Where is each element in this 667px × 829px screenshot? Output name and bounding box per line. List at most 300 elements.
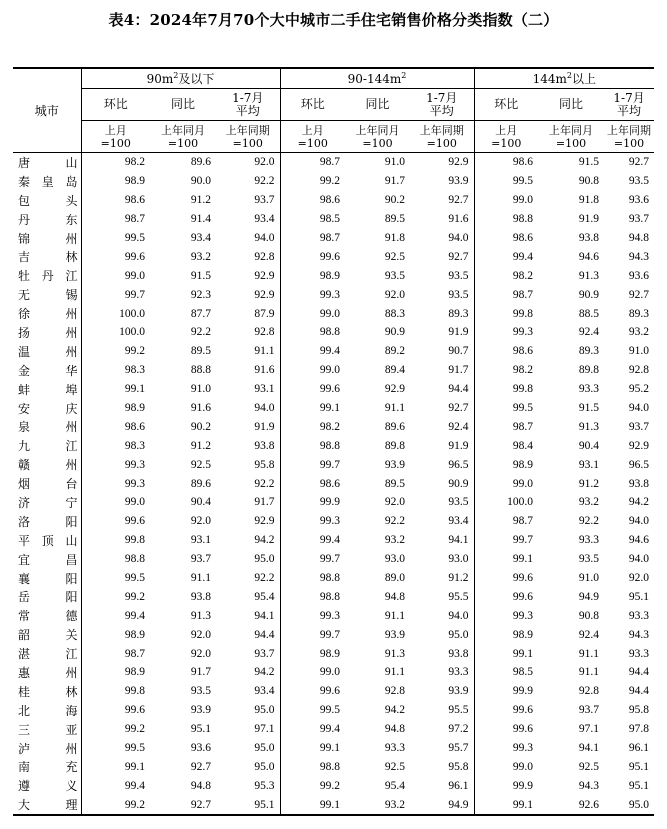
city-name [18,305,78,322]
city-char: 阳 [65,590,78,605]
value-cell: 89.6 [190,156,211,169]
value-cell: 98.6 [81,191,150,210]
city-cell [13,720,81,739]
city-char: 南 [18,760,31,775]
city-name [18,777,78,794]
city-cell [13,210,81,229]
city-char: 襄 [18,571,31,586]
value-cell: 93.5 [384,269,405,282]
value-cell: 94.4 [448,383,469,396]
value-cell: 93.5 [448,269,469,282]
value-cell: 92.7 [448,250,469,263]
city-char: 江 [65,269,78,284]
value-cell: 91.2 [448,572,469,585]
city-char: 北 [18,703,31,718]
value-cell: 98.7 [474,417,538,436]
value-cell: 92.0 [190,647,211,660]
table-row [13,795,654,815]
city-cell [13,172,81,191]
city-char: 州 [65,420,78,435]
value-cell: 95.4 [254,590,275,603]
table-row [13,266,654,285]
value-cell: 99.5 [81,229,150,248]
value-cell: 99.1 [474,550,538,569]
city-name [18,740,78,757]
city-name [18,551,78,568]
value-cell: 98.8 [280,758,345,777]
value-cell: 98.9 [474,455,538,474]
value-cell: 93.0 [448,553,469,566]
city-char: 九 [18,439,31,454]
value-cell: 93.6 [628,269,650,282]
value-cell: 94.0 [628,515,650,528]
value-cell: 94.8 [190,779,211,792]
value-cell: 98.9 [81,399,150,418]
value-cell: 93.9 [448,685,469,698]
city-char: 台 [65,477,78,492]
metric-header-large-yoy: 同比 [538,89,604,121]
city-char: 林 [65,684,78,699]
value-cell: 92.8 [254,250,275,263]
value-cell: 99.7 [474,531,538,550]
value-cell: 92.2 [384,515,405,528]
value-cell: 99.8 [474,304,538,323]
city-name [18,267,78,284]
value-cell: 98.9 [81,172,150,191]
value-cell: 91.3 [384,647,405,660]
value-cell: 94.9 [410,795,474,815]
value-cell: 93.9 [190,704,211,717]
city-cell [13,776,81,795]
value-cell: 94.0 [448,609,469,622]
city-name [18,362,78,379]
value-cell: 99.4 [280,720,345,739]
table-row [13,569,654,588]
table-row [13,701,654,720]
city-name [18,211,78,228]
value-cell: 99.5 [81,739,150,758]
city-char: 林 [65,250,78,265]
city-char: 丹 [41,269,54,284]
city-char: 江 [65,439,78,454]
value-cell: 95.1 [628,590,650,603]
value-cell: 99.8 [474,380,538,399]
value-cell: 99.5 [280,701,345,720]
value-cell: 91.9 [448,326,469,339]
value-cell: 89.3 [578,345,600,358]
value-cell: 92.0 [384,496,405,509]
value-cell: 91.6 [190,402,211,415]
base-header-small-mom: 上月 =100 [81,121,150,153]
value-cell: 93.4 [448,515,469,528]
value-cell: 99.4 [280,342,345,361]
city-char: 赣 [18,458,31,473]
value-cell: 91.6 [254,364,275,377]
value-cell: 95.2 [628,383,650,396]
value-cell: 90.9 [448,477,469,490]
value-cell: 99.1 [280,795,345,815]
group-header-medium: $90-144m^2$ [280,68,474,89]
value-cell: 99.3 [280,512,345,531]
value-cell: 92.7 [150,795,216,815]
value-cell: 94.0 [628,553,650,566]
city-name [18,664,78,681]
metric-header-large-ytd: 1-7月 平均 [604,89,654,121]
value-cell: 99.0 [280,304,345,323]
city-char: 江 [65,647,78,662]
value-cell: 99.0 [474,191,538,210]
value-cell: 92.2 [578,515,600,528]
value-cell: 95.4 [384,779,405,792]
city-name [18,400,78,417]
value-cell: 90.8 [578,175,600,188]
value-cell: 96.1 [628,742,650,755]
value-cell: 95.1 [216,795,280,815]
value-cell: 98.6 [474,342,538,361]
value-cell: 98.9 [81,625,150,644]
value-cell: 98.6 [81,417,150,436]
value-cell: 99.4 [474,247,538,266]
city-char: 宜 [18,552,31,567]
value-cell: 92.0 [190,515,211,528]
value-cell: 93.6 [190,742,211,755]
city-char: 头 [65,193,78,208]
value-cell: 99.1 [474,644,538,663]
city-char: 洛 [18,514,31,529]
value-cell: 94.9 [578,590,600,603]
value-cell: 95.1 [190,723,211,736]
value-cell: 99.4 [81,776,150,795]
value-cell: 92.4 [578,326,600,339]
value-cell: 90.4 [578,439,600,452]
value-cell: 93.4 [254,213,275,226]
value-cell: 99.8 [81,682,150,701]
value-cell: 91.7 [384,175,405,188]
value-cell: 93.8 [448,647,469,660]
city-char: 丹 [18,212,31,227]
value-cell: 93.8 [190,590,211,603]
value-cell: 90.9 [578,288,600,301]
city-char: 湛 [18,647,31,662]
city-name [18,796,78,813]
value-cell: 90.0 [190,175,211,188]
city-name [18,702,78,719]
value-cell: 93.8 [254,439,275,452]
table-row [13,361,654,380]
table-row [13,776,654,795]
city-char: 惠 [18,665,31,680]
city-char: 宁 [65,495,78,510]
value-cell: 90.7 [448,345,469,358]
value-cell: 93.2 [190,250,211,263]
value-cell: 99.9 [474,776,538,795]
value-cell: 94.3 [628,250,650,263]
metric-header-medium-mom: 环比 [280,89,345,121]
value-cell: 87.7 [190,307,211,320]
city-name [18,343,78,360]
city-char: 东 [65,212,78,227]
value-cell: 94.1 [578,742,600,755]
value-cell: 95.0 [604,795,654,815]
metric-header-small-ytd: 1-7月 平均 [216,89,280,121]
value-cell: 91.0 [384,156,405,169]
value-cell: 99.9 [474,682,538,701]
value-cell: 91.2 [190,194,211,207]
value-cell: 96.1 [448,779,469,792]
table-row [13,739,654,758]
value-cell: 91.5 [578,156,600,169]
table-row [13,493,654,512]
value-cell: 93.7 [628,213,650,226]
value-cell: 98.8 [280,323,345,342]
value-cell: 99.2 [81,720,150,739]
city-cell [13,739,81,758]
value-cell: 90.8 [578,609,600,622]
value-cell: 92.0 [190,628,211,641]
group-header-large: $144m^2$以上 [474,68,654,89]
city-cell [13,436,81,455]
city-cell [13,323,81,342]
table-row [13,606,654,625]
table-row [13,153,654,172]
value-cell: 92.7 [448,402,469,415]
value-cell: 94.3 [578,779,600,792]
value-cell: 94.4 [628,685,650,698]
value-cell: 94.0 [254,232,275,244]
value-cell: 91.0 [628,345,650,358]
value-cell: 91.1 [254,345,275,358]
value-cell: 98.8 [474,210,538,229]
value-cell: 97.2 [448,723,469,736]
table-row [13,758,654,777]
value-cell: 94.8 [384,723,405,736]
city-char: 蚌 [18,382,31,397]
value-cell: 98.7 [280,153,345,172]
value-cell: 97.1 [254,723,275,736]
city-cell [13,569,81,588]
city-char: 州 [65,458,78,473]
value-cell: 97.1 [578,723,600,736]
value-cell: 95.8 [448,760,469,773]
value-cell: 91.1 [578,666,600,679]
value-cell: 93.2 [384,534,405,547]
value-cell: 93.7 [628,420,650,433]
value-cell: 92.0 [628,572,650,585]
value-cell: 95.0 [448,628,469,641]
city-char: 泉 [18,420,31,435]
city-name [18,513,78,530]
city-name [18,230,78,247]
value-cell: 91.0 [190,383,211,396]
city-cell [13,625,81,644]
value-cell: 89.2 [384,345,405,358]
value-cell: 89.8 [384,439,405,452]
table-title: 表4：2024年7月70个大中城市二手住宅销售价格分类指数（二） [108,11,559,29]
value-cell: 88.5 [578,307,600,320]
value-cell: 98.2 [81,153,150,172]
value-cell: 98.9 [280,644,345,663]
value-cell: 98.7 [81,644,150,663]
value-cell: 93.9 [384,628,405,641]
value-cell: 93.4 [190,232,211,244]
value-cell: 98.8 [280,587,345,606]
value-cell: 93.0 [384,553,405,566]
city-cell [13,229,81,248]
value-cell: 99.2 [280,776,345,795]
city-char: 韶 [18,628,31,643]
city-char: 德 [65,609,78,624]
base-header-large-yoy: 上年同月 =100 [538,121,604,153]
table-row [13,172,654,191]
city-name [18,607,78,624]
city-char: 顶 [41,533,54,548]
value-cell: 98.6 [474,229,538,248]
value-cell: 91.7 [448,364,469,377]
value-cell: 93.1 [254,383,275,396]
city-name [18,494,78,511]
city-char: 庆 [65,401,78,416]
value-cell: 91.1 [384,666,405,679]
city-name [18,381,78,398]
city-name [18,683,78,700]
city-name [18,570,78,587]
city-char: 泸 [18,741,31,756]
value-cell: 99.1 [81,380,150,399]
table-header [13,68,654,153]
metric-header-small-mom: 环比 [81,89,150,121]
value-cell: 95.1 [628,779,650,792]
value-cell: 93.5 [448,288,469,301]
value-cell: 99.2 [81,342,150,361]
value-cell: 91.1 [384,609,405,622]
value-cell: 91.1 [190,572,211,585]
city-char: 皇 [41,174,54,189]
table-row [13,682,654,701]
value-cell: 92.8 [578,685,600,698]
value-cell: 93.3 [384,742,405,755]
city-name [18,758,78,775]
value-cell: 98.7 [81,210,150,229]
value-cell: 94.2 [628,496,650,509]
value-cell: 92.4 [448,420,469,433]
city-name [18,248,78,265]
table-row [13,285,654,304]
value-cell: 93.5 [628,175,650,188]
city-char: 锦 [18,231,31,246]
city-cell [13,701,81,720]
value-cell: 91.8 [384,232,405,244]
value-cell: 93.7 [578,704,600,717]
city-name [18,475,78,492]
value-cell: 92.2 [254,572,275,585]
value-cell: 99.3 [474,323,538,342]
city-name [18,154,78,171]
value-cell: 91.9 [578,213,600,226]
city-cell [13,285,81,304]
city-char: 州 [65,325,78,340]
value-cell: 89.8 [578,364,600,377]
city-char: 华 [65,363,78,378]
value-cell: 99.2 [81,795,150,815]
table-row [13,436,654,455]
value-cell: 92.4 [578,628,600,641]
city-char: 牡 [18,269,31,284]
city-char: 岛 [65,174,78,189]
city-char: 无 [18,288,31,303]
value-cell: 94.1 [448,534,469,547]
value-cell: 98.2 [280,417,345,436]
value-cell: 93.7 [254,194,275,207]
city-char: 埠 [65,382,78,397]
table-row [13,531,654,550]
value-cell: 99.0 [280,361,345,380]
value-cell: 91.3 [190,609,211,622]
value-cell: 92.8 [628,364,650,377]
value-cell: 93.7 [254,647,275,660]
table-row [13,625,654,644]
value-cell: 98.6 [474,153,538,172]
value-cell: 94.8 [384,590,405,603]
value-cell: 99.3 [474,606,538,625]
base-header-small-yoy: 上年同月 =100 [150,121,216,153]
value-cell: 99.6 [280,682,345,701]
value-cell: 92.7 [448,194,469,207]
value-cell: 95.0 [254,553,275,566]
value-cell: 99.8 [81,531,150,550]
base-header-medium-yoy: 上年同月 =100 [345,121,410,153]
value-cell: 95.1 [628,760,650,773]
metric-header-medium-yoy: 同比 [345,89,410,121]
value-cell: 91.2 [578,477,600,490]
value-cell: 93.5 [448,496,469,509]
city-name [18,456,78,473]
value-cell: 92.8 [254,326,275,339]
value-cell: 96.5 [448,458,469,471]
value-cell: 97.8 [628,723,650,736]
value-cell: 99.1 [280,399,345,418]
city-cell [13,587,81,606]
value-cell: 93.7 [190,553,211,566]
city-name [18,588,78,605]
group-header-small: $90m^2$及以下 [81,68,280,89]
city-name [18,418,78,435]
value-cell: 99.9 [280,493,345,512]
value-cell: 100.0 [474,493,538,512]
city-char: 海 [65,703,78,718]
value-cell: 91.8 [578,194,600,207]
city-char: 锡 [65,288,78,303]
table-row [13,550,654,569]
city-char: 州 [65,231,78,246]
value-cell: 95.5 [448,704,469,717]
value-cell: 94.2 [384,704,405,717]
city-cell [13,399,81,418]
value-cell: 99.6 [81,512,150,531]
value-cell: 92.3 [190,288,211,301]
city-char: 义 [65,779,78,794]
base-header-large-ytd: 上年同期 =100 [604,121,654,153]
value-cell: 95.0 [254,704,275,717]
value-cell: 93.1 [578,458,600,471]
value-cell: 98.9 [280,266,345,285]
city-cell [13,682,81,701]
value-cell: 98.9 [81,663,150,682]
value-cell: 99.0 [81,266,150,285]
value-cell: 98.8 [81,550,150,569]
city-cell [13,493,81,512]
city-char: 州 [65,307,78,322]
city-char: 三 [18,722,31,737]
